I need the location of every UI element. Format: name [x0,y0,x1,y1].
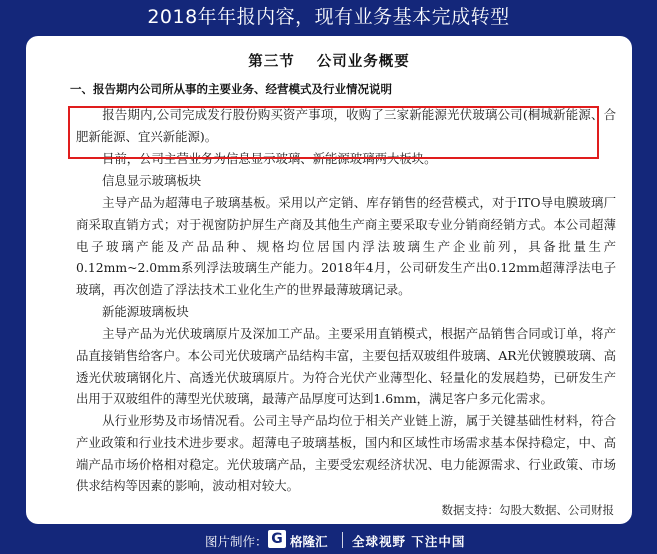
footer-bar [0,526,657,554]
heading-display-glass [76,170,616,192]
banner-title: 2018年年报内容，现有业务基本完成转型 [147,6,510,28]
paragraph-display-glass [76,192,616,301]
highlight-box [68,106,599,159]
subsection-heading: 一、报告期内公司所从事的主要业务、经营模式及行业情况说明 [70,82,392,96]
gelonghui-logo-icon: G [268,530,286,548]
footer-divider [342,532,343,548]
paragraph-text: 主导产品为光伏玻璃原片及深加工产品。主要采用直销模式，根据产品销售合同或订单，将产品直接销售给客户。本公司光伏玻璃产品结构丰富，主要包括双玻组件玻璃、AR光伏镀膜玻璃、高透光伏玻璃钢化片、高透光伏玻璃原片。为符合光伏产业薄型化、轻量化的发展趋势，已研发生产出用于双玻组件的薄型光伏玻璃，最薄产品厚度可达到1.6mm，满足客户多元化需求。 [76,326,616,407]
section-number: 第三节 [248,54,295,70]
paragraph-text: 报告期内,公司完成发行股份购买资产事项，收购了三家新能源光伏玻璃公司(桐城新能源、合肥新能源、宜兴新能源)。 [76,107,616,144]
credit-label: 图片制作： [205,534,268,549]
brand-name: 格隆汇 [290,534,328,549]
paragraph-text: 新能源玻璃板块 [102,304,189,319]
paragraph-text: 主导产品为超薄电子玻璃基板。采用以产定销、库存销售的经营模式，对于ITO导电膜玻璃厂商采取直销方式；对于视窗防护屏生产商及其他生产商主要采取专业分销商经销方式。本公司超薄电子玻璃产能及产品品种、规格均位居国内浮法玻璃生产企业前列，具备批量生产0.12mm~2.0mm系列浮法玻璃生产能力。2018年4月，公司研发生产出0.12mm超薄浮法电子玻璃，再次创造了浮法技术工业化生产的世界最薄玻璃记录。 [76,195,616,298]
section-name: 公司业务概要 [316,54,410,70]
paragraph-text: 目前，公司主营业务为信息显示玻璃、新能源玻璃两大板块。 [102,151,437,166]
section-title [26,50,632,71]
brand-slogan: 全球视野 下注中国 [352,534,466,549]
paragraph-text: 信息显示玻璃板块 [102,173,202,188]
paragraph-new-energy-glass [76,323,616,410]
document-page [26,36,632,524]
paragraph-text: 从行业形势及市场情况看。公司主导产品均位于相关产业链上游，属于关键基础性材料，符合产业政策和行业技术进步要求。超薄电子玻璃基板，国内和区域性市场需求基本保持稳定，中、高端产品市场价格相对稳定。光伏玻璃产品，主要受宏观经济状况、电力能源需求、行业政策、市场供求结构等因素的影响，波动相对较大。 [76,413,616,494]
data-source-note: 数据支持：勾股大数据、公司财报 [441,503,614,517]
paragraph-industry-outlook [76,410,616,497]
heading-new-energy-glass [76,301,616,323]
